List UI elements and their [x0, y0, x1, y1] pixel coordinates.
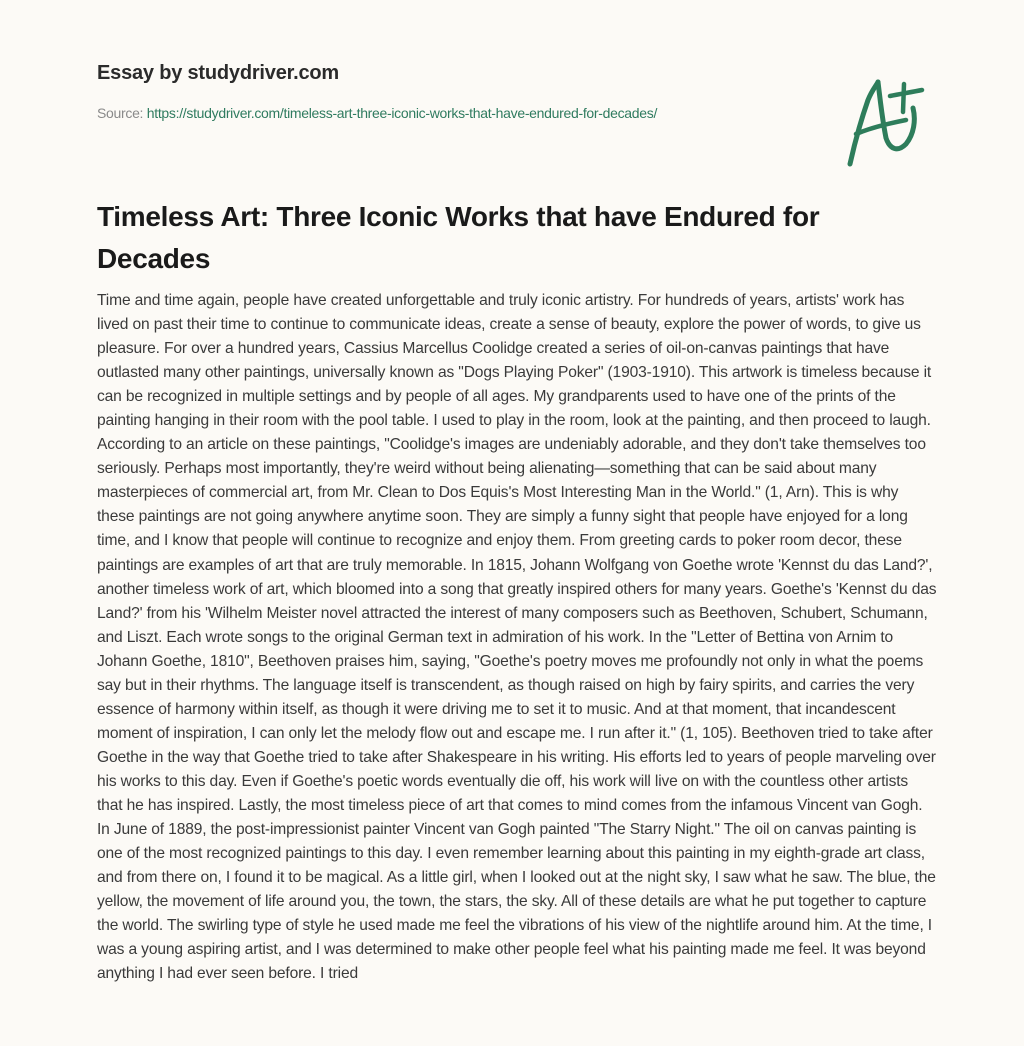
- source-line: [97, 101, 717, 125]
- source-label: Source:: [97, 105, 147, 121]
- essay-body: Time and time again, people have created unforgettable and truly iconic artistry. For hundreds of years, artists' work has lived on past their time to continue to communicate ideas, create a sense of beauty, explore the power of words, to give us pleasure. For over a hundred years, Cassius Marcellus Coolidge created a series of oil-on-canvas paintings that have outlasted many other paintings, universally known as "Dogs Playing Poker" (1903-1910). This artwork is timeless because it can be recognized in multiple settings and by people of all ages. My grandparents used to have one of the prints of the painting hanging in their room with the pool table. I used to play in the room, look at the painting, and then proceed to laugh. According to an article on these paintings, "Coolidge's images are undeniably adorable, and they don't take themselves too seriously. Perhaps most importantly, they're weird without being alienating—something that can be said about many masterpieces of commercial art, from Mr. Clean to Dos Equis's Most Interesting Man in the World." (1, Arn). This is why these paintings are not going anywhere anytime soon. They are simply a funny sight that people have enjoyed for a long time, and I know that people will continue to recognize and enjoy them. From greeting cards to poker room decor, these paintings are examples of art that are truly memorable. In 1815, Johann Wolfgang von Goethe wrote 'Kennst du das Land?', another timeless work of art, which bloomed into a song that greatly inspired others for many years. Goethe's 'Kennst du das Land?' from his 'Wilhelm Meister novel attracted the interest of many composers such as Beethoven, Schubert, Schumann, and Liszt. Each wrote songs to the original German text in admiration of his work. In the "Letter of Bettina von Arnim to Johann Goethe, 1810", Beethoven praises him, saying, "Goethe's poetry moves me profoundly not only in what the poems say but in their rhythms. The language itself is transcendent, as though raised on high by fairy spirits, and carries the very essence of harmony within itself, as though it were driving me to set it to music. And at that moment, that incandescent moment of inspiration, I can only let the melody flow out and escape me. I run after it." (1, 105). Beethoven tried to take after Goethe in the way that Goethe tried to take after Shakespeare in his writing. His efforts led to years of people marveling over his works to this day. Even if Goethe's poetic words eventually die off, his work will live on with the countless other artists that he has inspired. Lastly, the most timeless piece of art that comes to mind comes from the infamous Vincent van Gogh. In June of 1889, the post-impressionist painter Vincent van Gogh painted "The Starry Night." The oil on canvas painting is one of the most recognized paintings to this day. I even remember learning about this painting in my eighth-grade art class, and from there on, I found it to be magical. As a little girl, when I looked out at the night sky, I saw what he saw. The blue, the yellow, the movement of life around you, the town, the stars, the sky. All of these details are what he put together to capture the world. The swirling type of style he used made me feel the vibrations of his view of the nightlife around him. At the time, I was a young aspiring artist, and I was determined to make other people feel what his painting made me feel. It was beyond anything I had ever seen before. I tried: [97, 292, 937, 983]
- a-plus-grade-icon: [820, 68, 940, 168]
- essay-title: Timeless Art: Three Iconic Works that have Endured for Decades: [97, 201, 820, 274]
- site-title: Essay by studydriver.com: [97, 62, 339, 84]
- source-link[interactable]: https://studydriver.com/timeless-art-three-iconic-works-that-have-endured-for-decades/: [146, 105, 658, 121]
